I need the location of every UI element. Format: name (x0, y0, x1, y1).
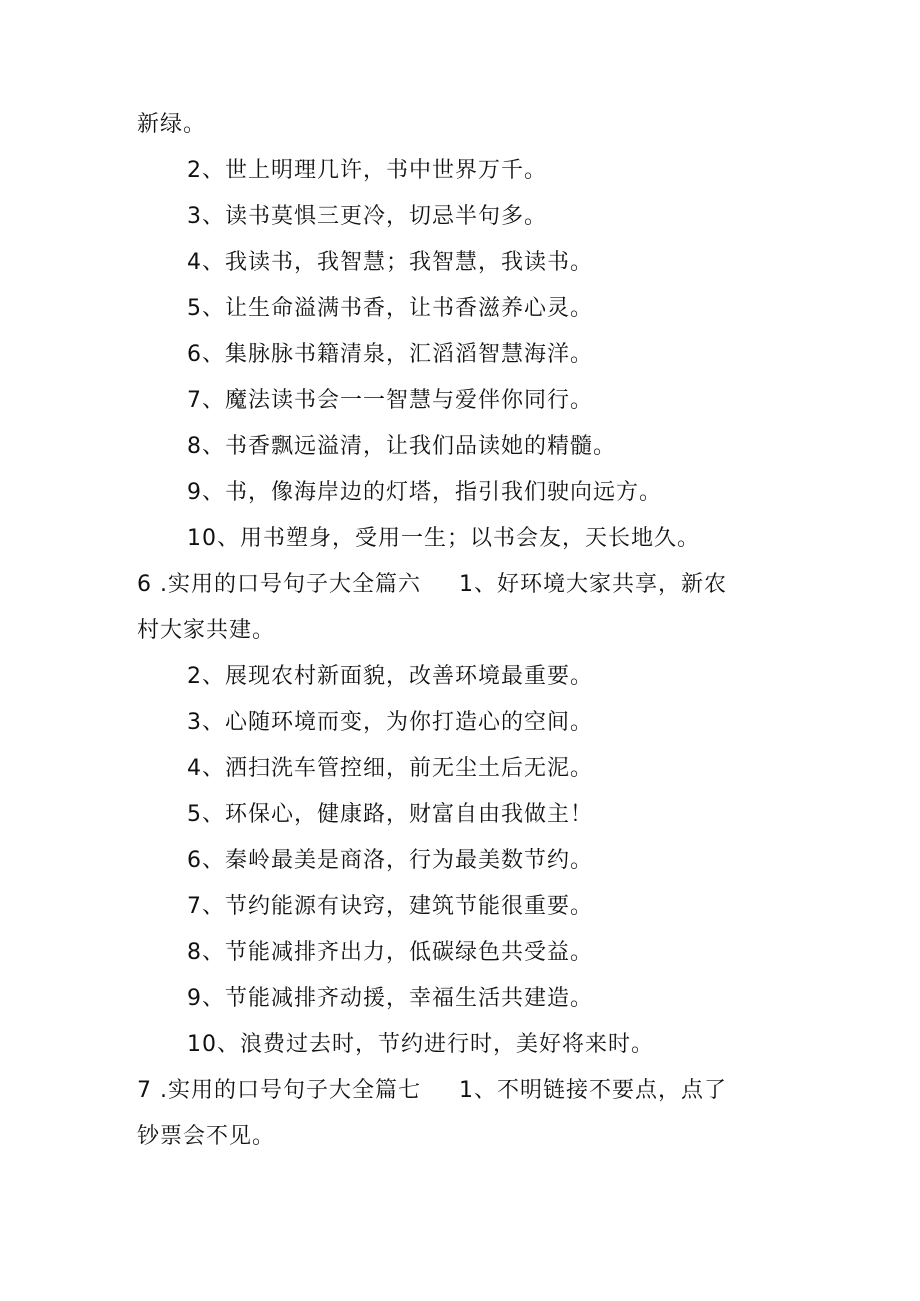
list-item: 1、不明链接不要点，点了 (458, 1078, 727, 1103)
list-item: 7、魔法读书会一一智慧与爱伴你同行。 (187, 388, 593, 413)
list-item: 3、读书莫惧三更冷，切忌半句多。 (187, 204, 547, 229)
section-heading: 6 .实用的口号句子大全篇六 (137, 572, 421, 597)
section-heading-line (0, 570, 920, 600)
list-item: 9、书，像海岸边的灯塔，指引我们驶向远方。 (187, 480, 662, 505)
list-item: 8、节能减排齐出力，低碳绿色共受益。 (187, 940, 593, 965)
list-item: 2、世上明理几许，书中世界万千。 (187, 158, 547, 183)
list-item: 1、好环境大家共享，新农 (458, 572, 727, 597)
section-heading-line (0, 1076, 920, 1106)
list-item: 8、书香飘远溢清，让我们品读她的精髓。 (187, 434, 616, 459)
list-item: 6、集脉脉书籍清泉，汇滔滔智慧海洋。 (187, 342, 593, 367)
text-line: 村大家共建。 (137, 618, 276, 643)
section-heading: 7 .实用的口号句子大全篇七 (137, 1078, 421, 1103)
list-item: 5、环保心，健康路，财富自由我做主！ (187, 802, 593, 827)
list-item: 10、用书塑身，受用一生；以书会友，天长地久。 (187, 526, 700, 551)
list-item: 10、浪费过去时，节约进行时，美好将来时。 (187, 1032, 654, 1057)
list-item: 7、节约能源有诀窍，建筑节能很重要。 (187, 894, 593, 919)
list-item: 2、展现农村新面貌，改善环境最重要。 (187, 664, 593, 689)
text-line: 钞票会不见。 (137, 1124, 276, 1149)
text-line: 新绿。 (137, 112, 207, 137)
list-item: 4、洒扫洗车管控细，前无尘土后无泥。 (187, 756, 593, 781)
list-item: 6、秦岭最美是商洛，行为最美数节约。 (187, 848, 593, 873)
list-item: 5、让生命溢满书香，让书香滋养心灵。 (187, 296, 593, 321)
list-item: 4、我读书，我智慧；我智慧，我读书。 (187, 250, 593, 275)
list-item: 9、节能减排齐动援，幸福生活共建造。 (187, 986, 593, 1011)
list-item: 3、心随环境而变，为你打造心的空间。 (187, 710, 593, 735)
